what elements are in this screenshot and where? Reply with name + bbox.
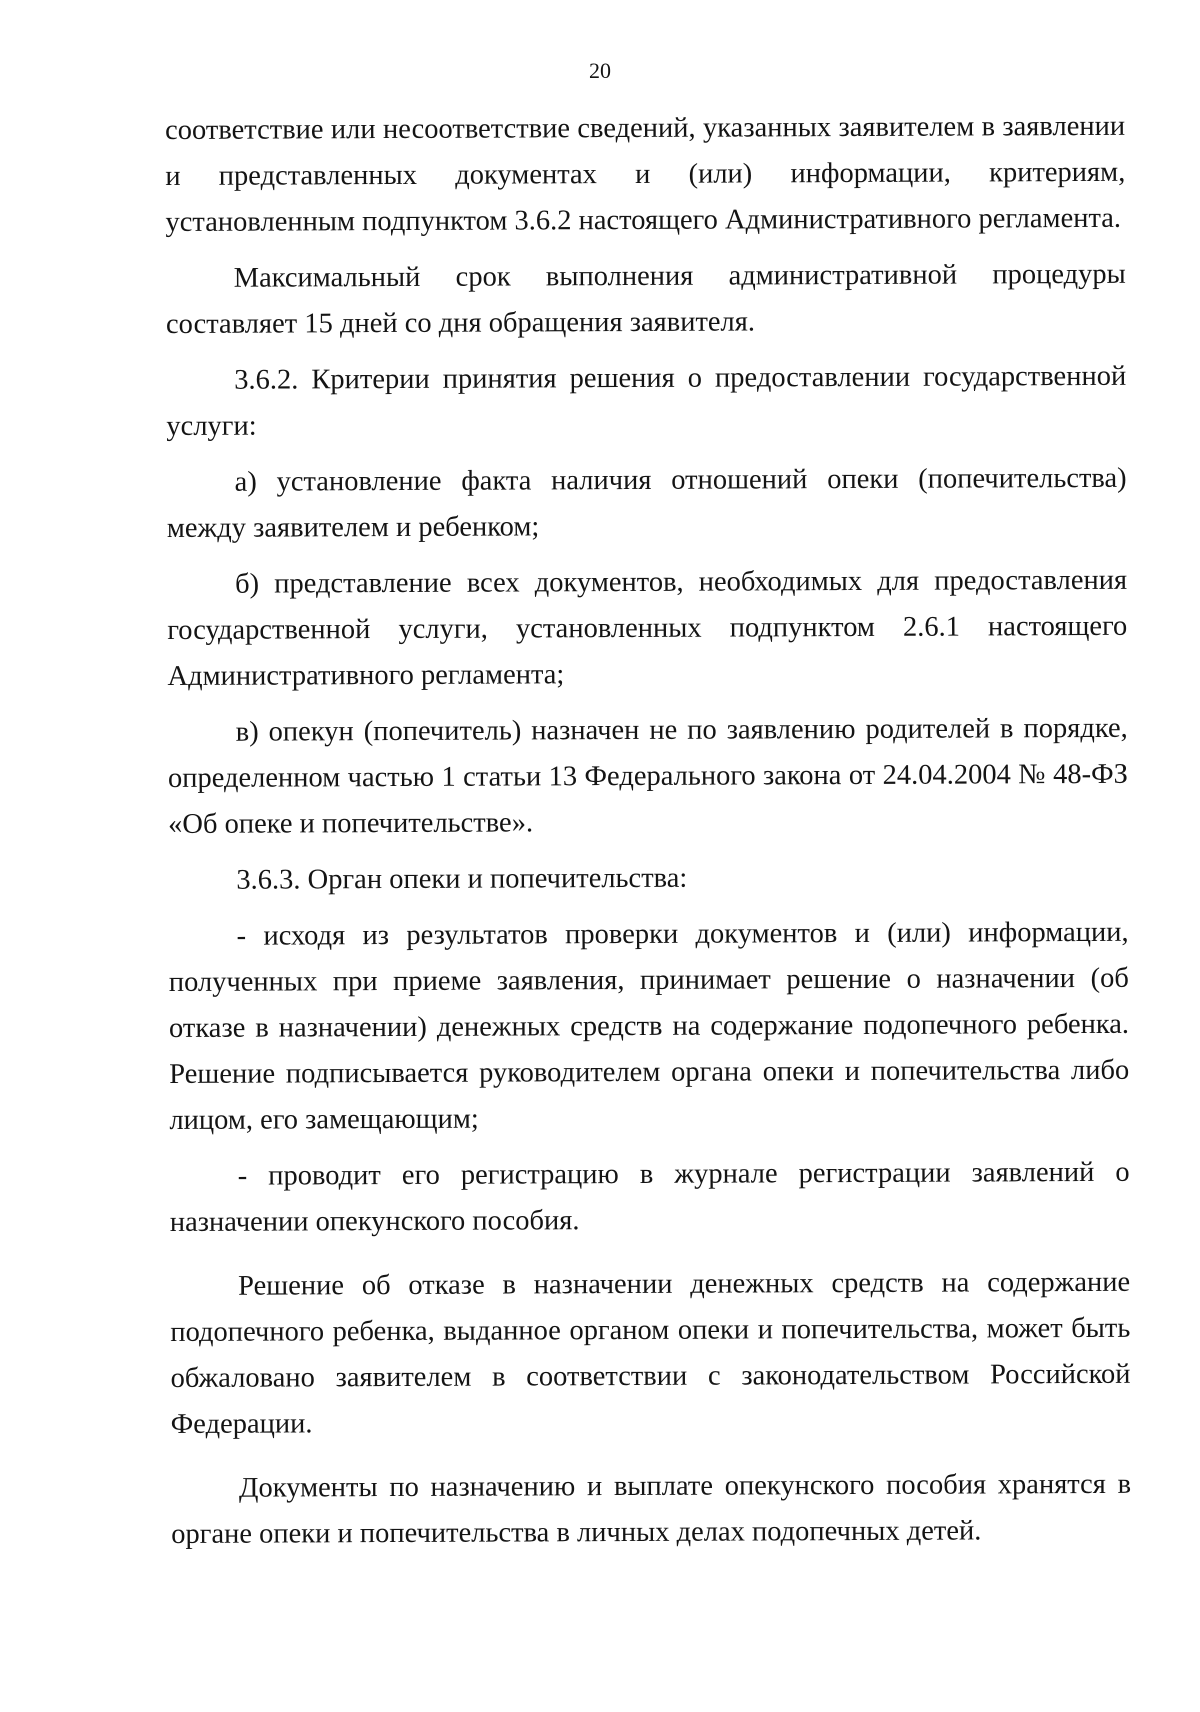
paragraph-appeal: Решение об отказе в назначении денежных средств на содержание подопечного ребенка, выданное органом опеки и попечительства, может быть обжаловано заявителем в соответствии с законодательством Российской Федерации. (170, 1266, 1131, 1440)
paragraph-registration-item: - проводит его регистрацию в журнале регистрации заявлений о назначении опекунского пособия. (169, 1156, 1130, 1238)
paragraph-criteria-compliance: соответствие или несоответствие сведений, указанных заявителем в заявлении и представленных документах и (или) информации, критериям, установленным подпунктом 3.6.2 настоящего Административного регламента. (165, 110, 1126, 238)
page-number: 20 (589, 58, 611, 83)
paragraph-3-6-2-heading: 3.6.2. Критерии принятия решения о предоставлении государственной услуги: (166, 360, 1127, 442)
paragraph-storage: Документы по назначению и выплате опекунского пособия хранятся в органе опеки и попечительства в личных делах подопечных детей. (171, 1468, 1132, 1550)
paragraph-criterion-b: б) представление всех документов, необходимых для предоставления государственной услуги, установленных подпунктом 2.6.1 настоящего Административного регламента; (167, 564, 1128, 692)
paragraph-max-term: Максимальный срок выполнения административной процедуры составляет 15 дней со дня обращения заявителя. (165, 258, 1126, 340)
paragraph-3-6-3-heading: 3.6.3. Орган опеки и попечительства: (236, 862, 688, 896)
paragraph-criterion-a: а) установление факта наличия отношений опеки (попечительства) между заявителем и ребенком; (166, 462, 1127, 544)
document-body (165, 104, 1131, 1558)
paragraph-decision-item: - исходя из результатов проверки документов и (или) информации, полученных при приеме заявления, принимает решение о назначении (об отказе в назначении) денежных средств на содержание подопечного ребенка. Решение подписывается руководителем органа опеки и попечительства либо лицом, его замещающим; (168, 916, 1130, 1136)
paragraph-criterion-v: в) опекун (попечитель) назначен не по заявлению родителей в порядке, определенном частью 1 статьи 13 Федерального закона от 24.04.2004 № 48-ФЗ «Об опеке и попечительстве». (167, 712, 1128, 840)
